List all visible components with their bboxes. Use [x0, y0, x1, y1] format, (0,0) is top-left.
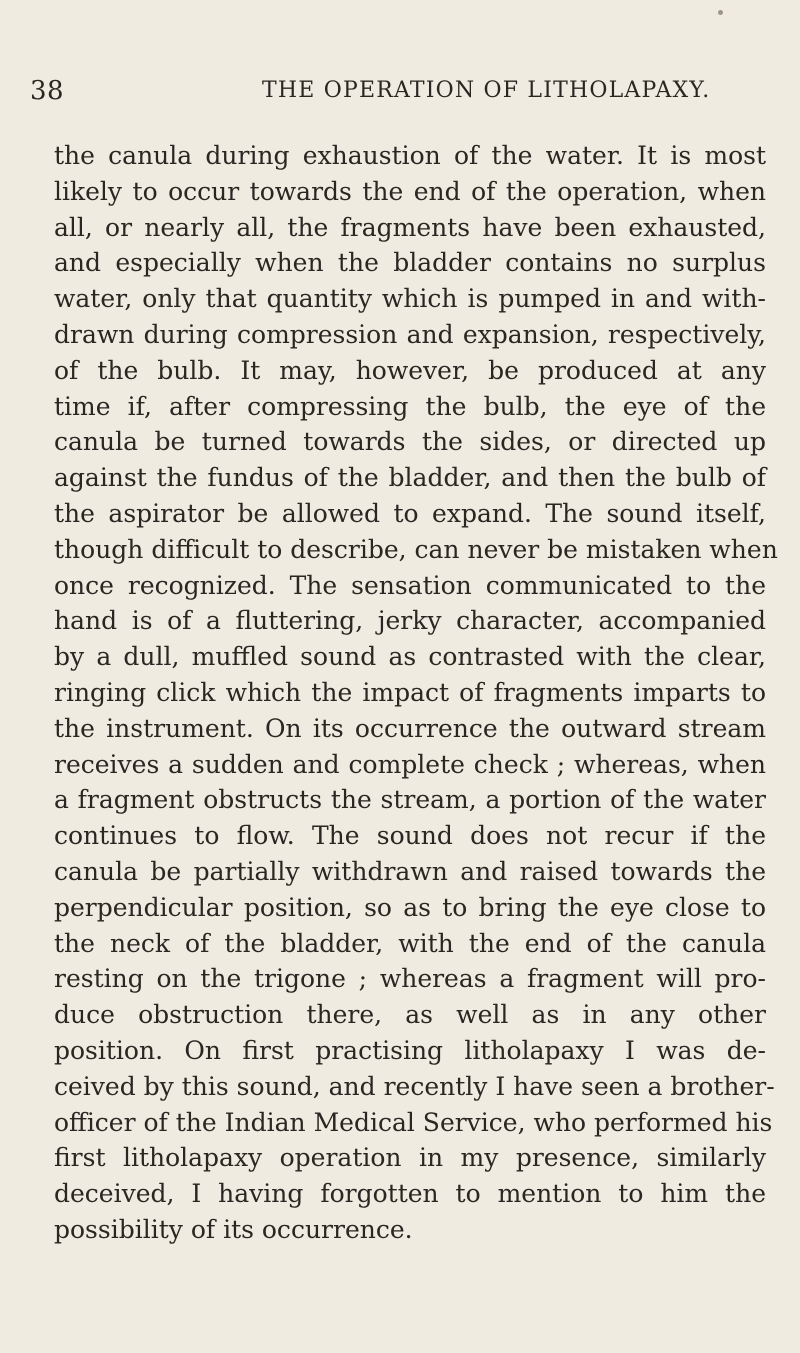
- text-line: deceived, I having forgotten to mention to him the: [54, 1179, 766, 1209]
- text-line: though difficult to describe, can never be mistaken when: [54, 534, 778, 564]
- text-line: of the bulb. It may, however, be produced at any: [54, 355, 766, 385]
- text-line: once recognized. The sensation communicated to the: [54, 570, 766, 600]
- text-line: water, only that quantity which is pumped in and with-: [54, 284, 766, 314]
- text-line: resting on the trigone ; whereas a fragment will pro-: [54, 964, 766, 994]
- text-line: likely to occur towards the end of the operation, when: [54, 176, 766, 206]
- running-title: THE OPERATION OF LITHOLAPAXY.: [262, 78, 711, 103]
- text-line: ringing click which the impact of fragments imparts to: [54, 677, 766, 707]
- text-line: against the fundus of the bladder, and then the bulb of: [54, 463, 766, 493]
- text-line: officer of the Indian Medical Service, who performed his: [54, 1107, 773, 1137]
- text-line: the instrument. On its occurrence the outward stream: [54, 713, 766, 743]
- text-line: drawn during compression and expansion, respectively,: [54, 319, 766, 349]
- text-line: continues to flow. The sound does not recur if the: [54, 821, 766, 851]
- text-line: first litholapaxy operation in my presence, similarly: [54, 1143, 766, 1173]
- page-number: 38: [30, 76, 65, 106]
- paper-speck: [718, 10, 723, 15]
- text-line: by a dull, muffled sound as contrasted with the clear,: [54, 642, 766, 672]
- text-line: the neck of the bladder, with the end of the canula: [54, 928, 766, 958]
- text-line: perpendicular position, so as to bring the eye close to: [54, 892, 766, 922]
- page-header: [30, 76, 780, 116]
- text-line: canula be turned towards the sides, or directed up: [54, 427, 766, 457]
- text-line: hand is of a fluttering, jerky character, accompanied: [54, 606, 766, 636]
- text-line: all, or nearly all, the fragments have been exhausted,: [54, 212, 766, 242]
- text-line: the canula during exhaustion of the water. It is most: [54, 141, 766, 170]
- text-line: and especially when the bladder contains no surplus: [54, 248, 766, 278]
- text-line: time if, after compressing the bulb, the eye of the: [54, 391, 766, 421]
- body-paragraph: [54, 138, 778, 1248]
- text-line: ceived by this sound, and recently I have seen a brother-: [54, 1071, 775, 1101]
- text-line: the aspirator be allowed to expand. The sound itself,: [54, 498, 766, 528]
- text-line: possibility of its occurrence.: [54, 1214, 413, 1244]
- text-line: position. On first practising litholapaxy I was de-: [54, 1035, 766, 1065]
- text-line: a fragment obstructs the stream, a portion of the water: [54, 785, 766, 815]
- text-line: duce obstruction there, as well as in any other: [54, 1000, 766, 1030]
- text-line: canula be partially withdrawn and raised towards the: [54, 856, 766, 886]
- text-line: receives a sudden and complete check ; whereas, when: [54, 749, 766, 779]
